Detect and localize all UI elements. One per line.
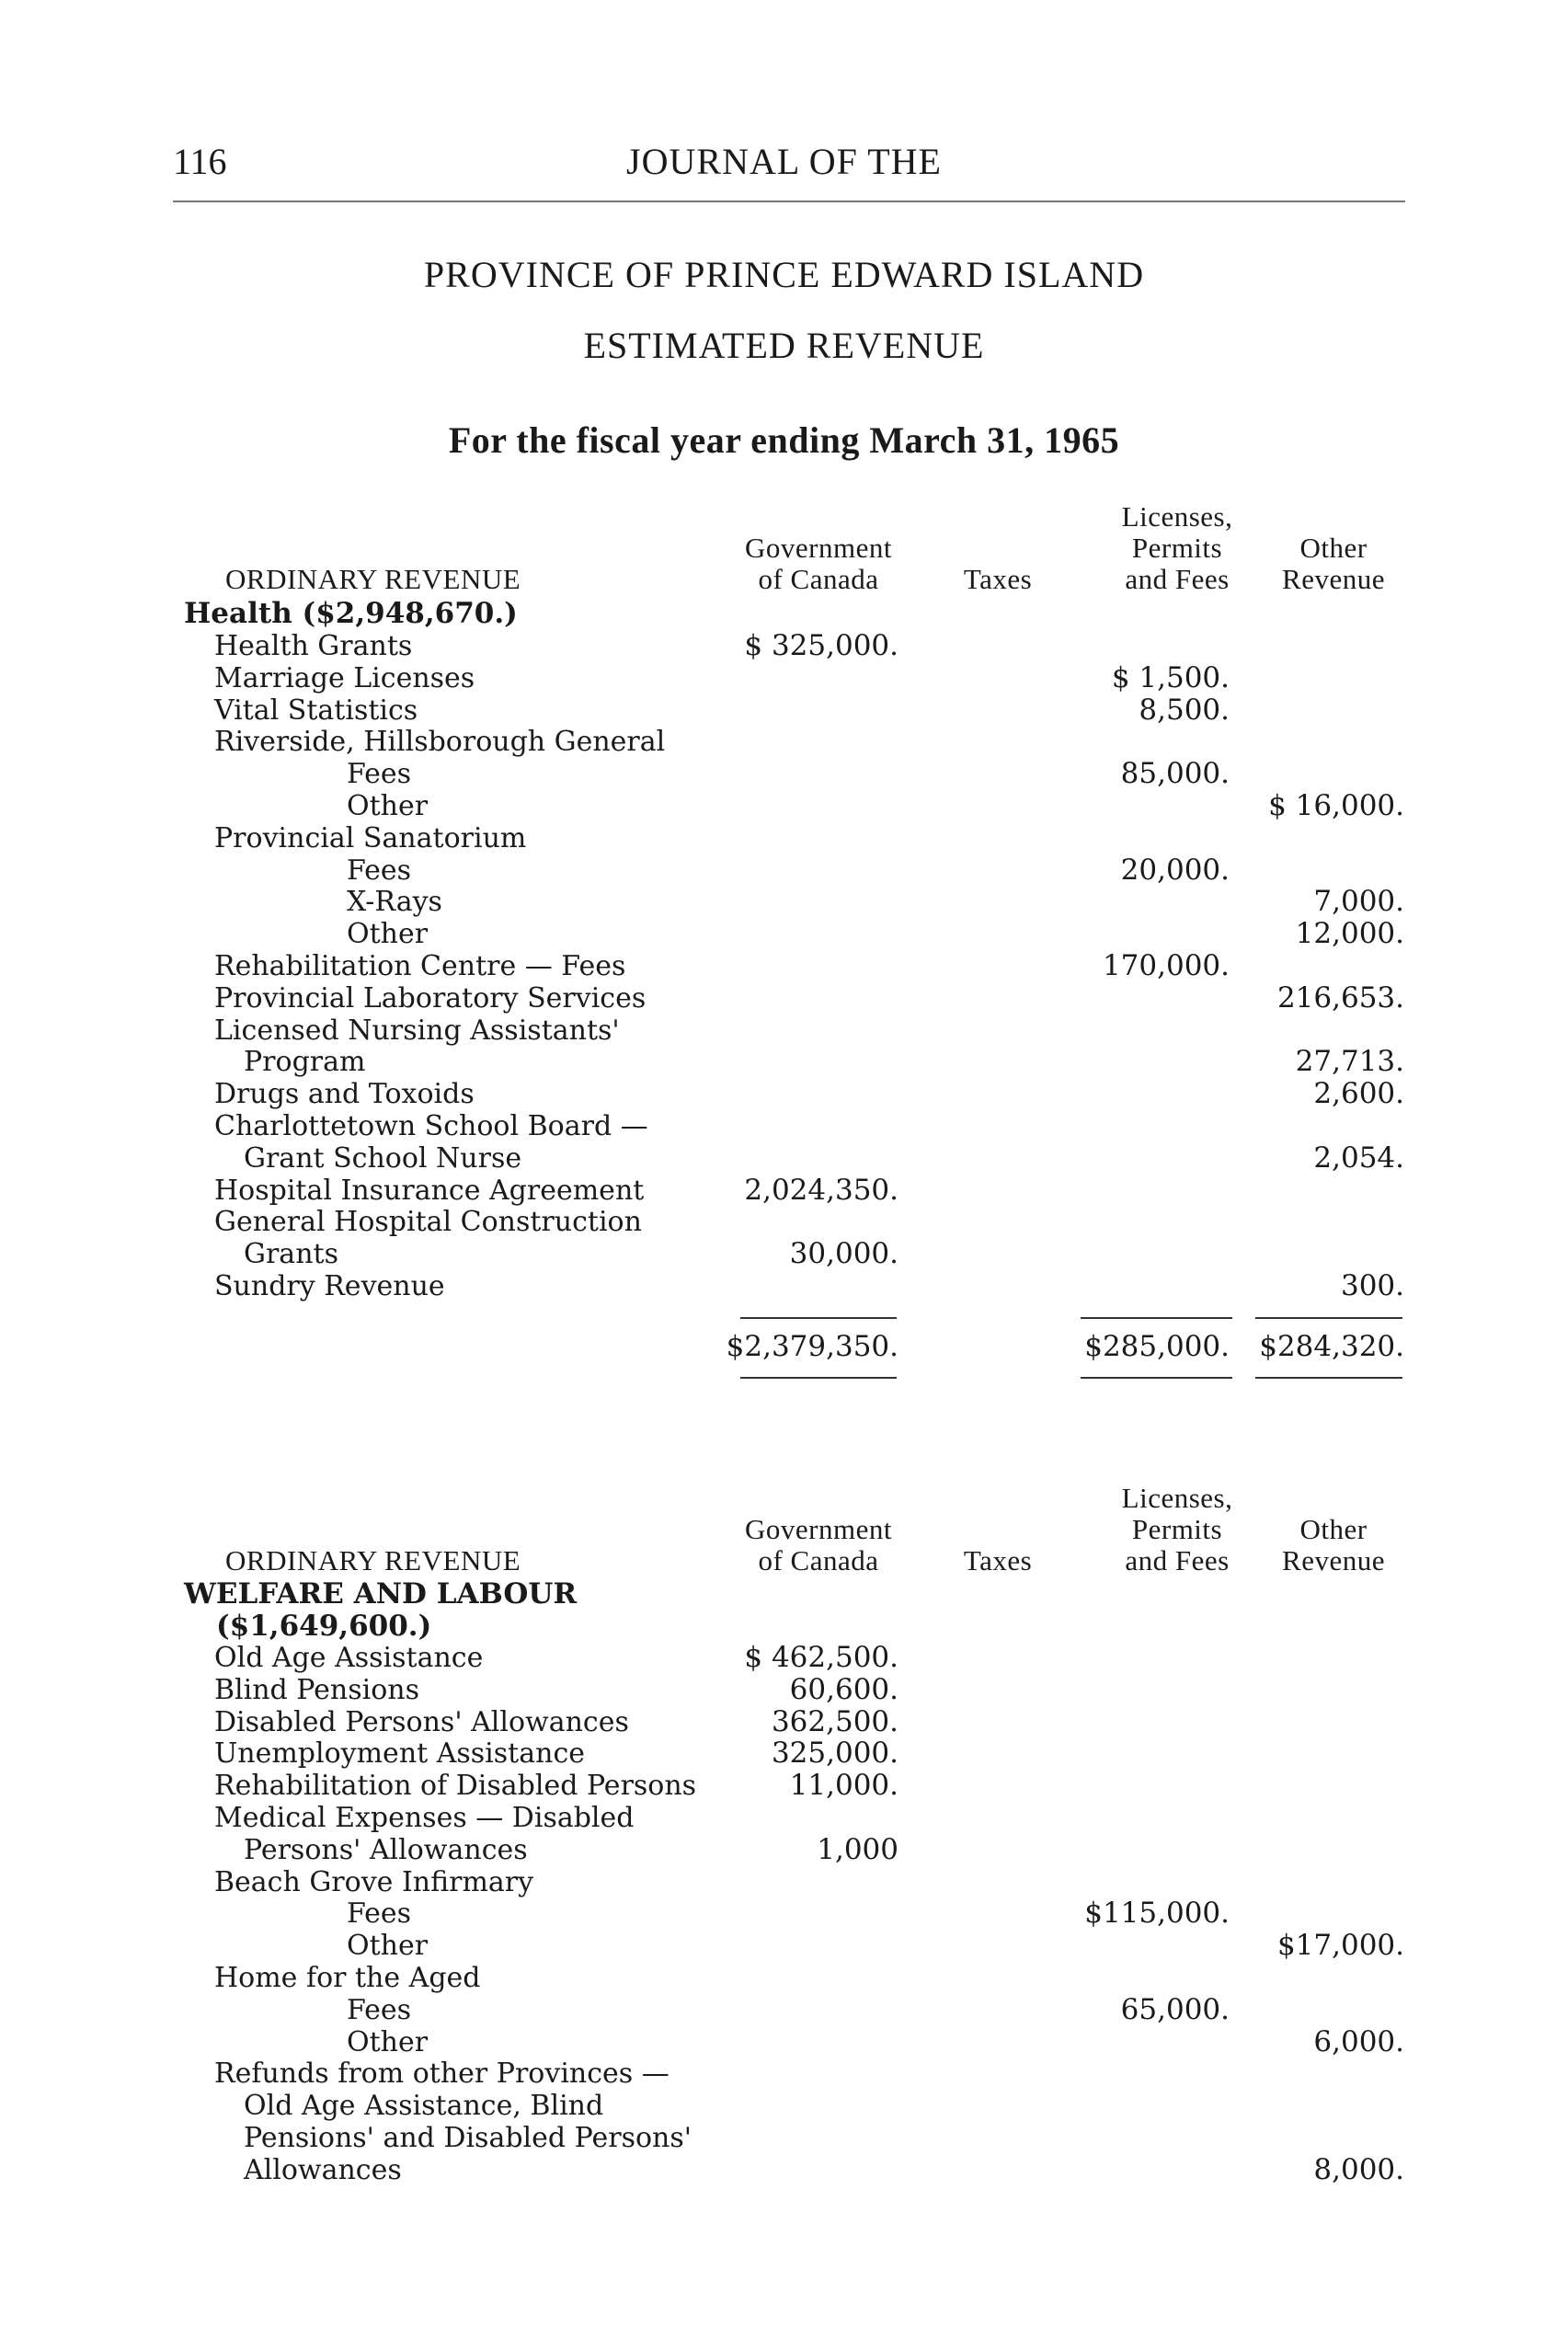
total-other: $284,320.	[1259, 1330, 1404, 1363]
row-label: Allowances	[244, 2153, 402, 2186]
section-subtitle-welfare: ($1,649,600.)	[216, 1610, 432, 1643]
total-rule-other-bottom	[1255, 1377, 1402, 1379]
row-label: Disabled Persons' Allowances	[214, 1705, 629, 1738]
table-row	[0, 1897, 1568, 1930]
row-label: Unemployment Assistance	[214, 1737, 585, 1771]
table-row	[0, 1737, 1568, 1770]
table-row	[0, 1770, 1568, 1802]
other-amount: 216,653.	[1276, 980, 1404, 1015]
government-amount: 11,000.	[789, 1769, 898, 1803]
header-rule	[173, 201, 1405, 202]
column-header-licenses	[1071, 501, 1283, 595]
row-label: Fees	[347, 758, 412, 791]
table-row	[0, 1642, 1568, 1674]
other-amount: 2,600.	[1313, 1077, 1404, 1111]
column-header-taxes: Taxes	[963, 1544, 1033, 1576]
running-head: JOURNAL OF THE	[626, 141, 942, 182]
row-label: Drugs and Toxoids	[214, 1078, 475, 1111]
table-row	[0, 1175, 1568, 1207]
licenses-amount: 65,000.	[1120, 1992, 1230, 2026]
row-label: Provincial Sanatorium	[214, 821, 527, 854]
header-text: Licenses,	[1121, 500, 1233, 533]
table-row	[0, 918, 1568, 950]
table-row	[0, 694, 1568, 727]
section-title-welfare: WELFARE AND LABOUR	[184, 1577, 578, 1611]
row-label: Fees	[347, 1993, 412, 2026]
table-row	[0, 2154, 1568, 2186]
row-label: Beach Grove Infirmary	[214, 1865, 534, 1898]
row-label: Other	[347, 918, 429, 951]
table-row	[0, 2090, 1568, 2122]
government-amount: 362,500.	[771, 1704, 898, 1738]
other-amount: $ 16,000.	[1268, 789, 1404, 822]
row-label: Sundry Revenue	[214, 1270, 445, 1302]
ordinary-revenue-heading: ORDINARY REVENUE	[225, 563, 521, 595]
column-header-government	[708, 533, 929, 595]
licenses-amount: 85,000.	[1120, 757, 1230, 791]
table-row	[0, 2026, 1568, 2058]
row-label: Refunds from other Provinces —	[214, 2058, 670, 2091]
row-label: Old Age Assistance	[214, 1642, 484, 1674]
title-province: PROVINCE OF PRINCE EDWARD ISLAND	[423, 254, 1145, 295]
table-row	[0, 1962, 1568, 1994]
title-fiscal-year: For the fiscal year ending March 31, 1965	[448, 419, 1120, 461]
header-text: Government	[745, 532, 892, 564]
total-licenses: $285,000.	[1084, 1330, 1230, 1363]
row-label: Old Age Assistance, Blind	[244, 2090, 604, 2123]
header-text: Other	[1299, 532, 1368, 564]
table-row	[0, 1206, 1568, 1238]
government-amount: 2,024,350.	[744, 1173, 898, 1207]
row-label: Persons' Allowances	[244, 1833, 528, 1866]
row-label: X-Rays	[347, 886, 442, 919]
licenses-amount: 170,000.	[1102, 949, 1230, 982]
row-label: Other	[347, 790, 429, 822]
column-header-taxes: Taxes	[963, 563, 1033, 595]
other-amount: 6,000.	[1313, 2024, 1404, 2058]
row-label: Grants	[244, 1238, 338, 1271]
row-label: General Hospital Construction	[214, 1206, 642, 1239]
government-amount: 60,600.	[789, 1672, 898, 1706]
licenses-amount: $115,000.	[1084, 1897, 1230, 1931]
other-amount: 27,713.	[1295, 1045, 1404, 1079]
table-row	[0, 1110, 1568, 1142]
row-label: Licensed Nursing Assistants'	[214, 1014, 620, 1047]
table-row	[0, 982, 1568, 1015]
table-row	[0, 1866, 1568, 1898]
row-label: Health Grants	[214, 630, 413, 662]
header-text: of Canada	[758, 1544, 879, 1576]
table-row	[0, 726, 1568, 758]
table-row	[0, 1802, 1568, 1834]
table-row	[0, 950, 1568, 982]
row-label: Hospital Insurance Agreement	[214, 1174, 645, 1207]
other-amount: 12,000.	[1295, 917, 1404, 951]
licenses-amount: 20,000.	[1120, 853, 1230, 887]
header-text: and Fees	[1125, 1544, 1230, 1576]
total-rule-gov-top	[740, 1317, 897, 1319]
government-amount: 1,000	[817, 1832, 898, 1866]
other-amount: 300.	[1340, 1269, 1404, 1302]
table-row	[0, 662, 1568, 694]
table-row	[0, 1706, 1568, 1738]
row-label: Home for the Aged	[214, 1962, 481, 1994]
row-label: Grant School Nurse	[244, 1141, 522, 1175]
licenses-amount: 8,500.	[1139, 693, 1230, 727]
header-text: and Fees	[1125, 563, 1230, 595]
row-label: Other	[347, 1930, 429, 1963]
row-label: Riverside, Hillsborough General	[214, 726, 666, 759]
row-label: Blind Pensions	[214, 1673, 419, 1706]
total-row	[0, 1331, 1568, 1363]
column-header-government	[708, 1514, 929, 1576]
other-amount: 8,000.	[1313, 2152, 1404, 2186]
row-label: Fees	[347, 1897, 412, 1931]
row-label: Vital Statistics	[214, 694, 418, 727]
table-row	[0, 1930, 1568, 1962]
table-row	[0, 2122, 1568, 2154]
table-row	[0, 1015, 1568, 1047]
section-title-health: Health ($2,948,670.)	[184, 597, 518, 630]
header-text: Revenue	[1282, 1544, 1385, 1576]
table-row	[0, 1834, 1568, 1866]
table-row	[0, 822, 1568, 854]
table-row	[0, 1994, 1568, 2026]
header-text: Revenue	[1282, 563, 1385, 595]
row-label: Charlottetown School Board —	[214, 1110, 648, 1142]
table-row	[0, 1270, 1568, 1302]
header-text: Permits	[1131, 532, 1223, 564]
header-text: Government	[745, 1513, 892, 1545]
table-row	[0, 854, 1568, 887]
header-text: Licenses,	[1121, 1482, 1233, 1514]
government-amount: $ 325,000.	[744, 629, 898, 662]
table-row	[0, 1046, 1568, 1078]
header-text: Other	[1299, 1513, 1368, 1545]
government-amount: 30,000.	[789, 1237, 898, 1271]
licenses-amount: $ 1,500.	[1111, 660, 1230, 694]
table-row	[0, 1078, 1568, 1110]
row-label: Pensions' and Disabled Persons'	[244, 2122, 692, 2154]
other-amount: 2,054.	[1313, 1141, 1404, 1175]
column-header-other	[1260, 533, 1407, 595]
other-amount: $17,000.	[1276, 1929, 1404, 1963]
header-text: Permits	[1131, 1513, 1223, 1545]
row-label: Program	[244, 1046, 366, 1079]
header-text: of Canada	[758, 563, 879, 595]
total-government: $2,379,350.	[726, 1330, 898, 1363]
title-estimated-revenue: ESTIMATED REVENUE	[583, 325, 985, 366]
row-label: Fees	[347, 854, 412, 887]
total-rule-lic-bottom	[1081, 1377, 1232, 1379]
table-row	[0, 630, 1568, 662]
row-label: Provincial Laboratory Services	[214, 981, 647, 1015]
table-row	[0, 790, 1568, 822]
row-label: Other	[347, 2025, 429, 2058]
table-row	[0, 1238, 1568, 1270]
row-label: Rehabilitation of Disabled Persons	[214, 1770, 697, 1803]
row-label: Rehabilitation Centre — Fees	[214, 950, 626, 982]
table-row	[0, 1674, 1568, 1706]
government-amount: 325,000.	[771, 1737, 898, 1771]
other-amount: 7,000.	[1313, 885, 1404, 919]
table-row	[0, 2058, 1568, 2090]
table-row	[0, 1142, 1568, 1175]
column-header-licenses	[1071, 1483, 1283, 1576]
total-rule-lic-top	[1081, 1317, 1232, 1319]
row-label: Medical Expenses — Disabled	[214, 1802, 635, 1834]
row-label: Marriage Licenses	[214, 661, 475, 694]
government-amount: $ 462,500.	[744, 1641, 898, 1674]
total-rule-other-top	[1255, 1317, 1402, 1319]
total-rule-gov-bottom	[740, 1377, 897, 1379]
table-row	[0, 886, 1568, 918]
ordinary-revenue-heading: ORDINARY REVENUE	[225, 1544, 521, 1576]
table-row	[0, 758, 1568, 790]
page-number: 116	[173, 141, 227, 182]
column-header-other	[1260, 1514, 1407, 1576]
